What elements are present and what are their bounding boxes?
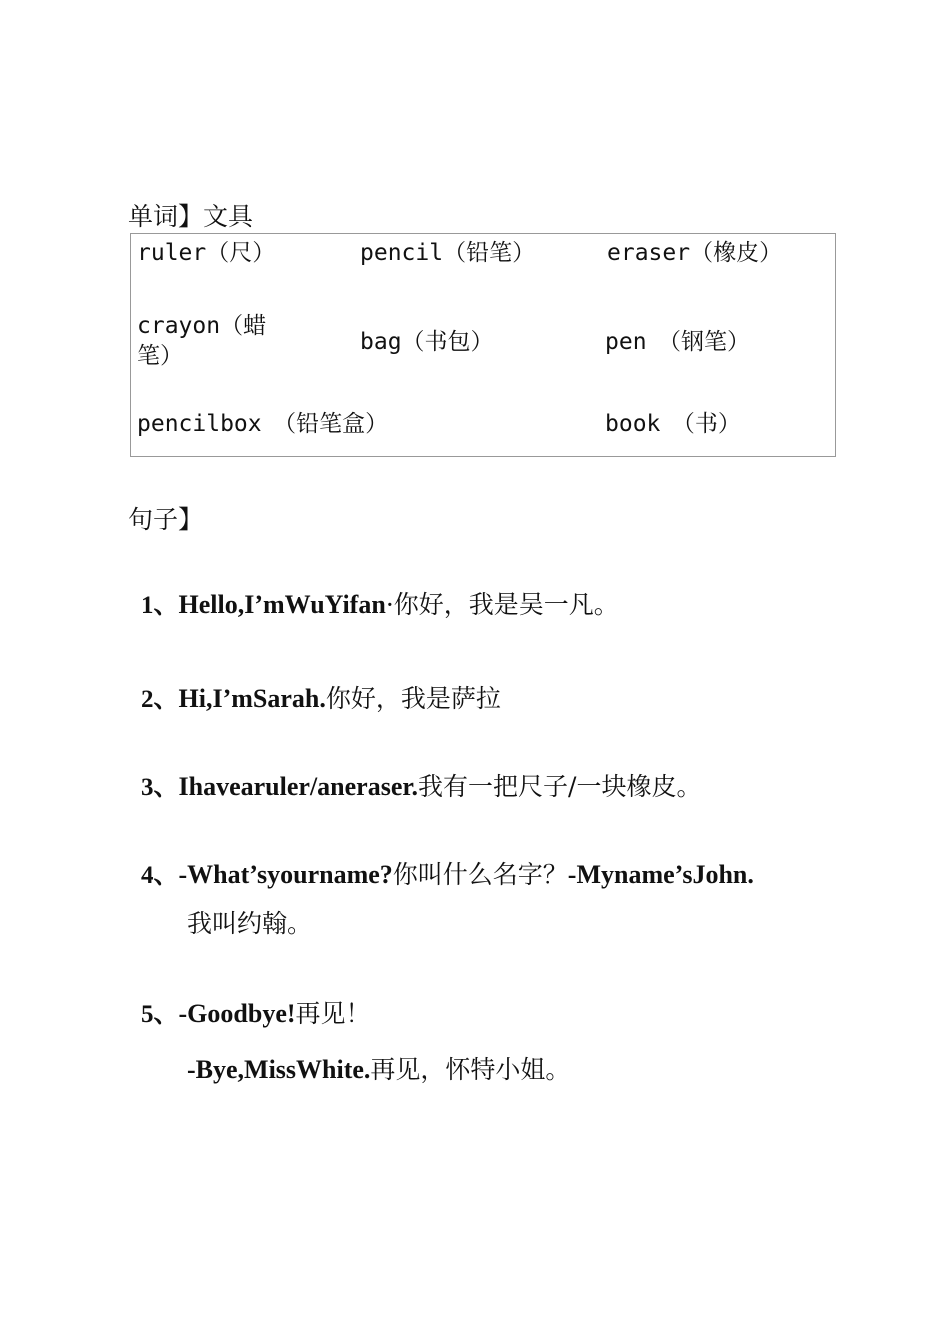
sentence-4 [141,860,754,891]
vocab-cell-crayon: crayon（蜡笔） [137,313,267,369]
sentence-5-continuation [187,1055,570,1085]
vocab-cell-pen: pen （钢笔） [605,329,751,355]
sentence-english: Hi,I’mSarah. [178,684,326,713]
sentence-number: 2、 [141,686,179,713]
vocab-cell-eraser: eraser（橡皮） [607,240,783,266]
sentence-1 [141,590,619,621]
sentence-english: Hello,I’mWuYifan [178,590,386,619]
sentence-english: -Goodbye! [178,999,296,1028]
sentence-chinese: 我有一把尺子/一块橡皮。 [418,772,702,801]
sentence-5 [141,999,371,1030]
sentence-number: 3、 [141,774,179,801]
sentence-4-continuation [187,909,312,939]
sentence-chinese: 再见！ [295,999,371,1028]
sentence-english: -What’syourname? [178,860,393,889]
sentences-heading: 句子】 [128,505,204,534]
sentence-number: 5、 [141,1001,179,1028]
sentence-chinese-reply: 我叫约翰。 [187,909,313,938]
sentence-3 [141,772,701,803]
sentence-chinese: 你好，我是萨拉 [325,684,501,713]
sentence-number: 4、 [141,862,179,889]
sentence-english-reply: -Myname’sJohn. [567,860,754,889]
vocab-cell-pencilbox: pencilbox （铅笔盒） [137,411,389,437]
sentence-chinese: ·你好，我是吴一凡。 [385,590,619,619]
vocab-table [130,233,836,457]
vocab-cell-bag: bag（书包） [360,329,494,355]
vocab-cell-pencil: pencil（铅笔） [360,240,536,266]
sentence-chinese: 你叫什么名字？ [392,860,568,889]
sentence-number: 1、 [141,592,179,619]
vocab-cell-ruler: ruler（尺） [137,240,276,266]
sentence-english-reply: -Bye,MissWhite. [187,1055,371,1084]
vocab-heading: 单词】文具 [128,202,254,231]
sentence-2 [141,684,501,715]
sentence-english: Ihavearuler/aneraser. [178,772,419,801]
vocab-cell-book: book （书） [605,411,741,437]
sentence-chinese-reply: 再见，怀特小姐。 [370,1055,571,1084]
